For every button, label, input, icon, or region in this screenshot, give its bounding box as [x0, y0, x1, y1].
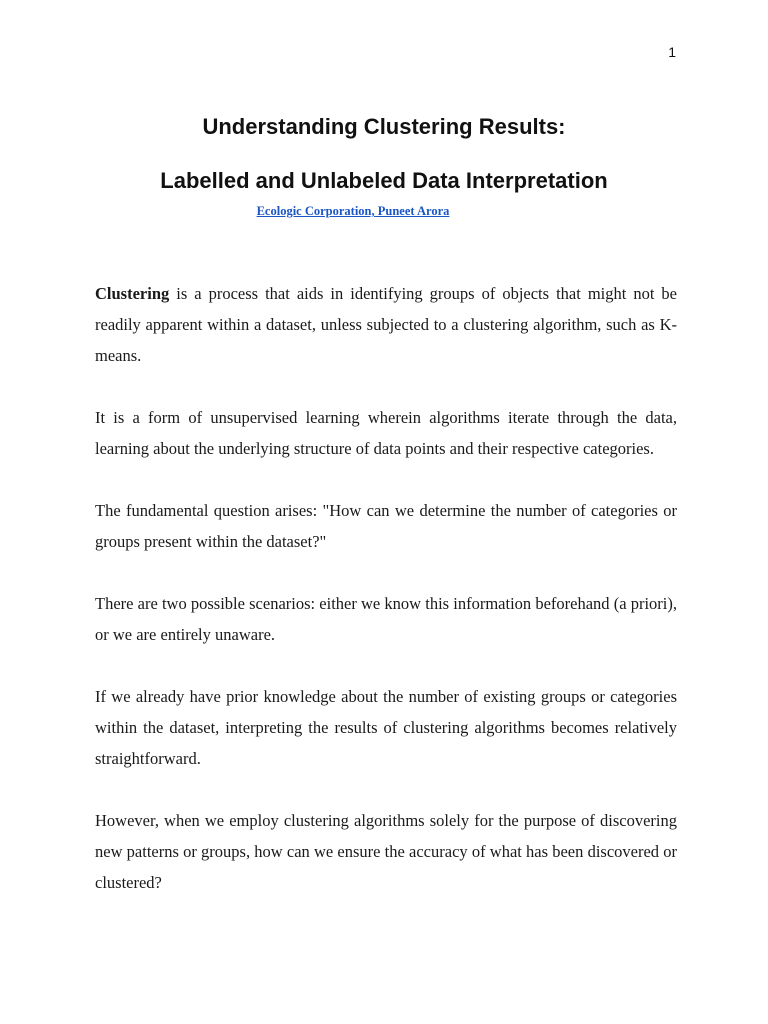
- paragraph-4: There are two possible scenarios: either we know this information beforehand (a priori), or we are entirely unaware.: [95, 594, 677, 644]
- author-link[interactable]: Ecologic Corporation, Puneet Arora: [256, 204, 450, 218]
- title-line-2: Labelled and Unlabeled Data Interpretation: [160, 168, 608, 193]
- body-text: [95, 278, 677, 929]
- paragraph-2: It is a form of unsupervised learning wherein algorithms iterate through the data, learning about the underlying structure of data points and their respective categories.: [95, 408, 677, 458]
- paragraph-3: The fundamental question arises: "How can we determine the number of categories or groups present within the dataset?": [95, 501, 677, 551]
- paragraph-1-text: is a process that aids in identifying groups of objects that might not be readily apparent within a dataset, unless subjected to a clustering algorithm, such as K-means.: [95, 284, 677, 365]
- clustering-term: Clustering: [95, 284, 170, 303]
- page-number: 1: [668, 44, 676, 60]
- title-line-1: Understanding Clustering Results:: [202, 114, 566, 139]
- paragraph-1: [95, 278, 677, 371]
- paragraph-6: However, when we employ clustering algorithms solely for the purpose of discovering new patterns or groups, how can we ensure the accuracy of what has been discovered or clustered?: [95, 811, 677, 892]
- paragraph-5: If we already have prior knowledge about the number of existing groups or categories within the dataset, interpreting the results of clustering algorithms becomes relatively straightforward.: [95, 687, 677, 768]
